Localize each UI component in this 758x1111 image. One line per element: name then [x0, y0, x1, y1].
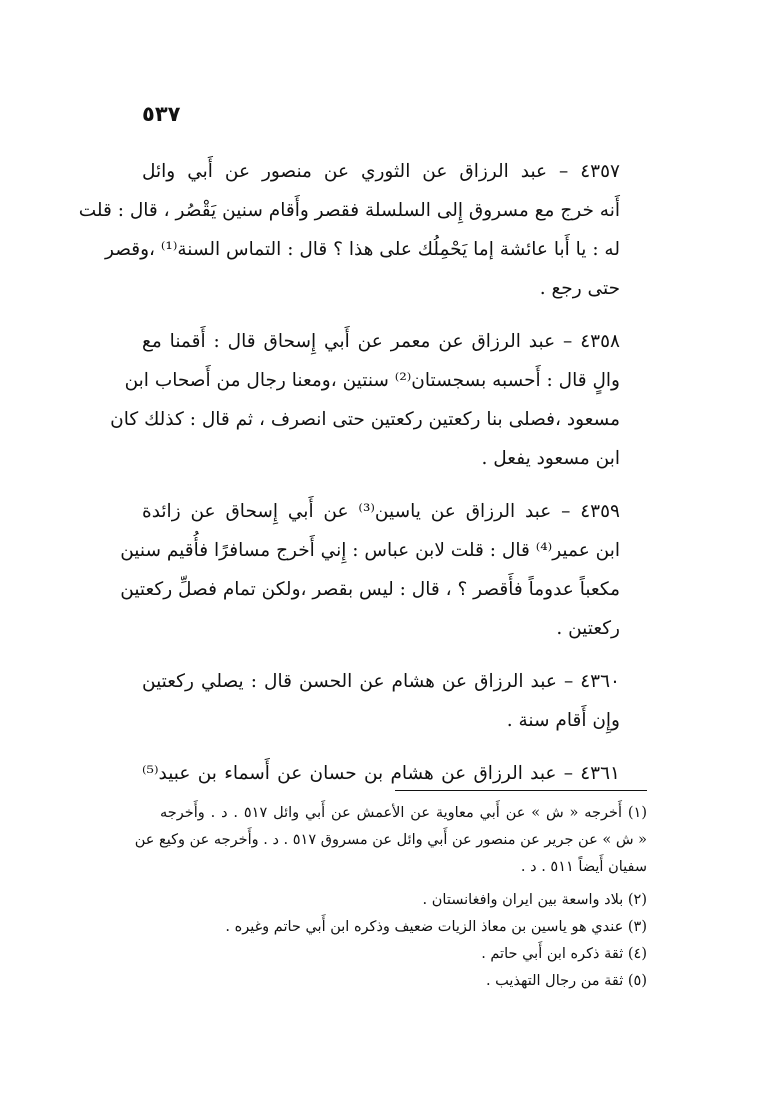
entry-line: حتى رجع . [539, 278, 620, 299]
page-number: ٥٣٧ [142, 102, 181, 126]
entry-line: والٍ قال : أَحسبه بسجستان⁽²⁾ سنتين ،ومعنا رجال من أَصحاب ابن [124, 370, 620, 391]
footnote-divider [395, 790, 647, 791]
footnote-line: (٢) بلاد واسعة بين ايران وافغانستان . [422, 892, 647, 908]
entry-line: ابن عمير⁽⁴⁾ قال : قلت لابن عباس : إِني أَخرج مسافرًا فأُقيم سنين [120, 540, 620, 561]
footnote-line: (١) أَخرجه « ش » عن أَبي معاوية عن الأعمش عن أَبي وائل ٥١٧ . د . وأَخرجه [160, 805, 648, 821]
footnote-line: (٤) ثقة ذكره ابن أَبي حاتم . [481, 946, 647, 962]
footnote-line: (٣) عندي هو ياسين بن معاذ الزيات ضعيف وذكره ابن أَبي حاتم وغيره . [225, 919, 647, 935]
entry-line: ركعتين . [556, 618, 620, 639]
footnote-1 [134, 800, 648, 881]
hadith-entry-4358 [110, 322, 620, 478]
entry-line: أَنه خرج مع مسروق إِلى السلسلة فقصر وأَقام سنين يَقْصُر ، قال : قلت [78, 200, 620, 221]
hadith-entry-4359 [120, 492, 620, 648]
footnote-line: سفيان أَيضاً ٥١١ . د . [520, 859, 647, 875]
hadith-entry-4357 [78, 152, 620, 308]
entry-line: مسعود ،فصلى بنا ركعتين ركعتين حتى انصرف ، ثم قال : كذلك كان [110, 409, 620, 430]
entry-line: ابن مسعود يفعل . [481, 448, 620, 469]
footnote-4 [160, 941, 647, 968]
entry-line: ٤٣٥٨ – عبد الرزاق عن معمر عن أَبي إِسحاق قال : أَقمنا مع [142, 331, 620, 352]
entry-line: مكعباً عدوماً فأَقصر ؟ ، قال : ليس بقصر ،ولكن تمام فصلِّ ركعتين [120, 579, 620, 600]
footnotes [134, 800, 648, 995]
footnote-line: (٥) ثقة من رجال التهذيب . [485, 973, 647, 989]
entry-line: له : يا أَبا عائشة إما يَحْمِلُك على هذا ؟ قال : التماس السنة⁽¹⁾ ،وقصر [104, 239, 620, 260]
hadith-entry-4360 [142, 662, 620, 740]
footnote-2 [160, 887, 647, 914]
entry-line: ٤٣٥٧ – عبد الرزاق عن الثوري عن منصور عن أَبي وائل [142, 161, 620, 182]
entry-line: وإِن أَقام سنة . [506, 710, 620, 731]
footnote-line: « ش » عن جرير عن منصور عن أَبي وائل عن مسروق ٥١٧ . د . وأَخرجه عن وكيع عن [134, 832, 647, 848]
hadith-entry-4361 [142, 754, 620, 793]
hadith-entries [78, 152, 620, 807]
entry-line: ٤٣٥٩ – عبد الرزاق عن ياسين⁽³⁾ عن أَبي إِسحاق عن زائدة [142, 501, 620, 522]
entry-line: ٤٣٦٠ – عبد الرزاق عن هشام عن الحسن قال : يصلي ركعتين [142, 671, 620, 692]
footnote-3 [160, 914, 647, 941]
entry-line: ٤٣٦١ – عبد الرزاق عن هشام بن حسان عن أَسماء بن عبيد⁽⁵⁾ [142, 763, 620, 784]
footnote-5 [160, 968, 647, 995]
